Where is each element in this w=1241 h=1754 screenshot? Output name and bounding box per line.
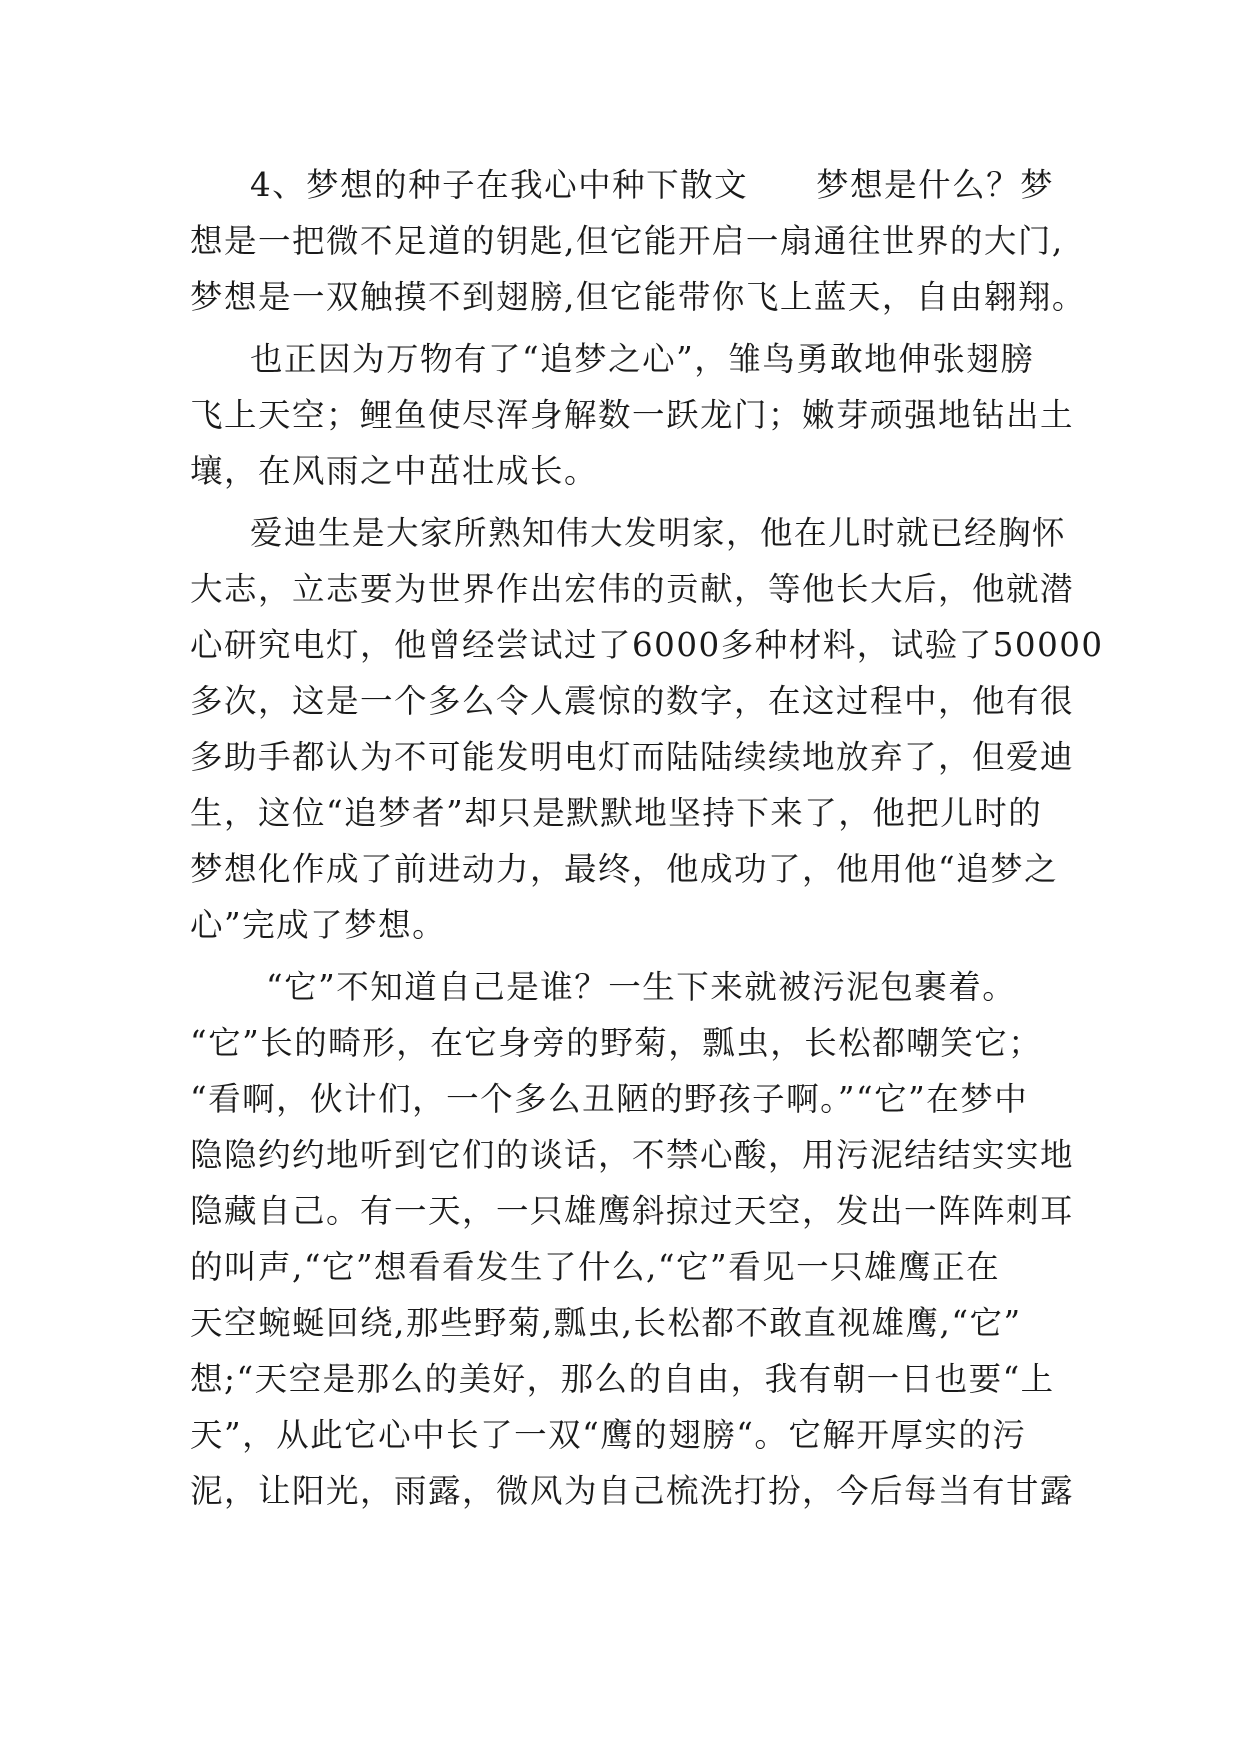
text-line: 多次，这是一个多么令人震惊的数字，在这过程中，他有很 (190, 682, 1075, 720)
text-line: 爱迪生是大家所熟知伟大发明家，他在儿时就已经胸怀 (250, 514, 1067, 552)
text-line: 4、梦想的种子在我心中种下散文 梦想是什么？梦 (250, 166, 1055, 204)
text-line: 想;“天空是那么的美好，那么的自由，我有朝一日也要“上 (190, 1360, 1055, 1398)
text-line: “它”长的畸形，在它身旁的野菊，瓢虫，长松都嘲笑它； (190, 1024, 1043, 1062)
text-line: 壤，在风雨之中茁壮成长。 (190, 452, 599, 490)
text-line: 泥，让阳光，雨露，微风为自己梳洗打扮，今后每当有甘露 (190, 1472, 1075, 1510)
text-line: 生，这位“追梦者”却只是默默地坚持下来了，他把儿时的 (190, 794, 1043, 832)
text-line: 心”完成了梦想。 (190, 906, 447, 944)
text-line: 多助手都认为不可能发明电灯而陆陆续续地放弃了，但爱迪 (190, 738, 1075, 776)
text-line: 梦想化作成了前进动力，最终，他成功了，他用他“追梦之 (190, 850, 1059, 888)
text-line: 大志，立志要为世界作出宏伟的贡献，等他长大后，他就潜 (190, 570, 1075, 608)
text-line: “看啊，伙计们，一个多么丑陋的野孩子啊。”“它”在梦中 (190, 1080, 1029, 1118)
text-line: 的叫声,“它”想看看发生了什么,“它”看见一只雄鹰正在 (190, 1248, 1001, 1286)
text-line: 天”，从此它心中长了一双“鹰的翅膀“。它解开厚实的污 (190, 1416, 1027, 1454)
text-line: 隐隐约约地听到它们的谈话，不禁心酸，用污泥结结实实地 (190, 1136, 1075, 1174)
text-line: 也正因为万物有了“追梦之心”，雏鸟勇敢地伸张翅膀 (250, 340, 1035, 378)
text-line: 梦想是一双触摸不到翅膀,但它能带你飞上蓝天，自由翱翔。 (190, 278, 1086, 316)
text-line: 心研究电灯，他曾经尝试过了6000多种材料，试验了50000 (190, 626, 1104, 664)
text-line: 隐藏自己。有一天，一只雄鹰斜掠过天空，发出一阵阵刺耳 (190, 1192, 1075, 1230)
text-line: 飞上天空；鲤鱼使尽浑身解数一跃龙门；嫩芽顽强地钻出土 (190, 396, 1075, 434)
text-line: 天空蜿蜒回绕,那些野菊,瓢虫,长松都不敢直视雄鹰,“它” (190, 1304, 1022, 1342)
text-line: 想是一把微不足道的钥匙,但它能开启一扇通往世界的大门, (190, 222, 1064, 260)
text-line: “它”不知道自己是谁？一生下来就被污泥包裹着。 (266, 968, 1017, 1006)
